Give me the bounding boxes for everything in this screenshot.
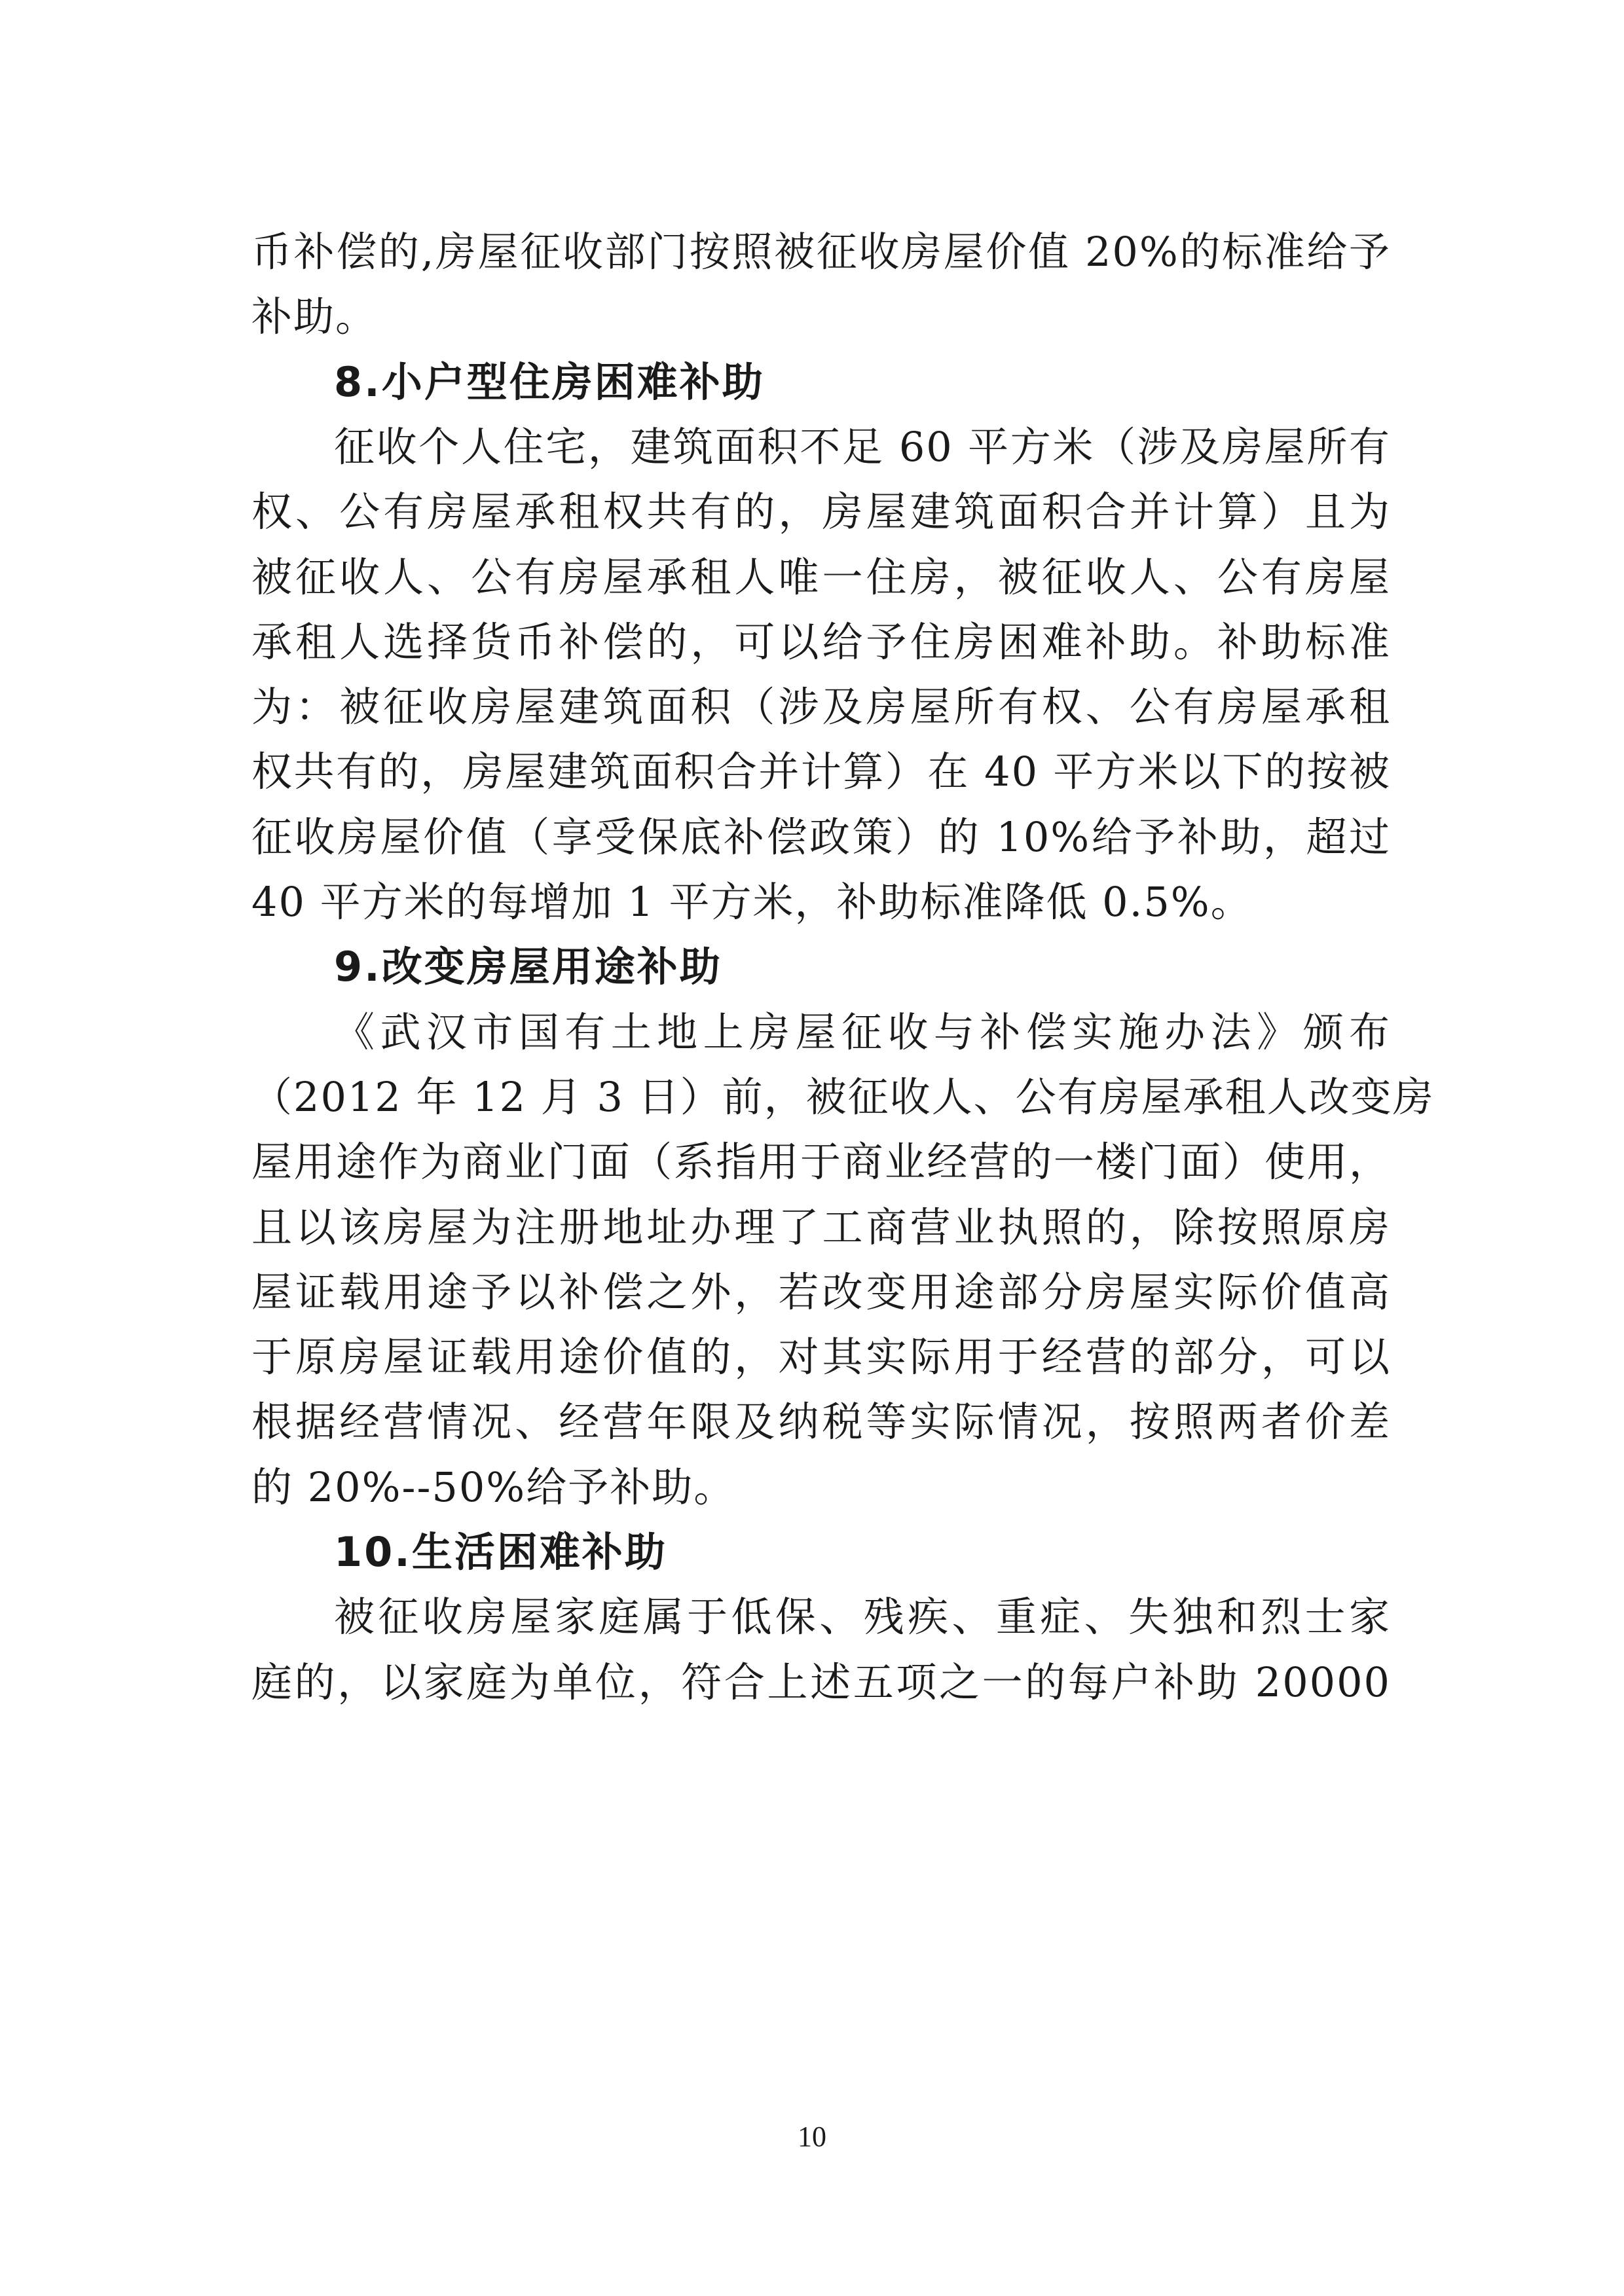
paragraph-line: 的 20%--50%给予补助。 <box>251 1463 736 1511</box>
paragraph-line: 屋用途作为商业门面（系指用于商业经营的一楼门面）使用， <box>251 1138 1391 1186</box>
paragraph-line: 40 平方米的每增加 1 平方米，补助标准降低 0.5%。 <box>251 878 1253 926</box>
paragraph-line: 庭的，以家庭为单位，符合上述五项之一的每户补助 20000 <box>251 1658 1391 1706</box>
paragraph-line: 权、公有房屋承租权共有的，房屋建筑面积合并计算）且为 <box>251 488 1391 536</box>
section-heading: 9.改变房屋用途补助 <box>334 943 722 991</box>
paragraph-line: 币补偿的,房屋征收部门按照被征收房屋价值 20%的标准给予 <box>251 228 1391 276</box>
paragraph-line: （2012 年 12 月 3 日）前，被征收人、公有房屋承租人改变房 <box>251 1073 1435 1121</box>
paragraph-line: 屋证载用途予以补偿之外，若改变用途部分房屋实际价值高 <box>251 1268 1391 1316</box>
paragraph-line: 于原房屋证载用途价值的，对其实际用于经营的部分，可以 <box>251 1333 1391 1381</box>
paragraph-line: 权共有的，房屋建筑面积合并计算）在 40 平方米以下的按被 <box>251 748 1391 795</box>
paragraph-line: 且以该房屋为注册地址办理了工商营业执照的，除按照原房 <box>251 1203 1391 1251</box>
paragraph-line: 根据经营情况、经营年限及纳税等实际情况，按照两者价差 <box>251 1398 1391 1446</box>
section-heading: 8.小户型住房困难补助 <box>334 358 765 406</box>
paragraph-line: 承租人选择货币补偿的，可以给予住房困难补助。补助标准 <box>251 618 1391 666</box>
paragraph-line: 《武汉市国有土地上房屋征收与补偿实施办法》颁布 <box>334 1008 1391 1056</box>
page-number: 10 <box>798 2121 826 2153</box>
paragraph-line: 为：被征收房屋建筑面积（涉及房屋所有权、公有房屋承租 <box>251 683 1391 731</box>
paragraph-line: 被征收房屋家庭属于低保、残疾、重症、失独和烈士家 <box>334 1593 1391 1641</box>
paragraph-line: 补助。 <box>251 293 378 340</box>
paragraph-line: 被征收人、公有房屋承租人唯一住房，被征收人、公有房屋 <box>251 553 1391 601</box>
paragraph-line: 征收房屋价值（享受保底补偿政策）的 10%给予补助，超过 <box>251 813 1391 861</box>
section-heading: 10.生活困难补助 <box>334 1528 667 1576</box>
paragraph-line: 征收个人住宅，建筑面积不足 60 平方米（涉及房屋所有 <box>334 423 1391 471</box>
